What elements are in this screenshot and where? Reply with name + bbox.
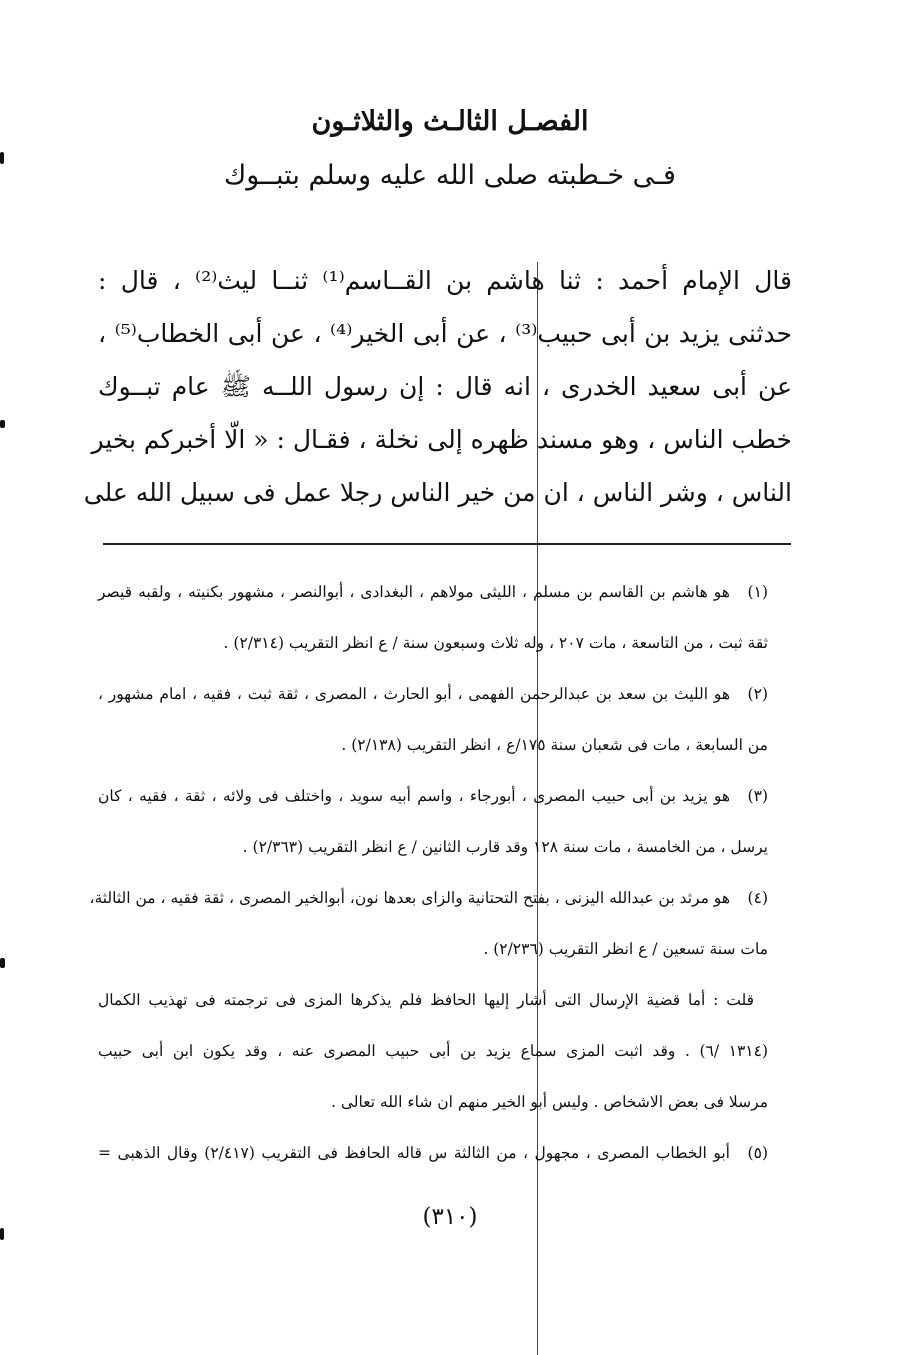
footnote-text: هو هاشم بن القاسم بن مسلم ، الليثى مولاهم ، البغدادى ، أبوالنصر ، مشهور بكنيته ، ولقبه قيصر [98, 583, 730, 601]
scan-edge-mark [0, 958, 5, 968]
main-text-line: الناس ، وشر الناس ، ان من خير الناس رجلا عمل فى سبيل الله على [83, 478, 792, 507]
chapter-subtitle: فـى خـطبته صلى الله عليه وسلم بتبــوك [224, 160, 676, 191]
footnote-4 [89, 878, 768, 929]
editor-note [98, 980, 768, 1031]
footnote-text: من السابعة ، مات فى شعبان سنة ١٧٥/ع ، انظر التقريب (٢/١٣٨) . [341, 736, 768, 754]
footnote-number: (٤) [747, 889, 768, 907]
footnote-3 [98, 776, 768, 827]
page-number: (٣١٠) [422, 1204, 478, 1230]
footnotes [89, 572, 768, 1184]
footnote-4-cont [98, 929, 768, 980]
chapter-title: الفصـل الثالـث والثلاثـون [311, 106, 589, 137]
footnote-text: ثقة ثبت ، من التاسعة ، مات ٢٠٧ ، وله ثلاث وسبعون سنة / ع انظر التقريب (٢/٣١٤) . [223, 634, 768, 652]
scan-edge-mark [0, 152, 4, 164]
footnote-number: (٥) [747, 1144, 768, 1162]
editor-note-text: قلت : أما قضية الإرسال التى أشار إليها الحافظ فلم يذكرها المزى فى ترجمته فى تهذيب الكمال [98, 991, 754, 1009]
footnote-text: هو مرثد بن عبدالله اليزنى ، بفتح التحتانية والزاى بعدها نون، أبوالخير المصرى ، ثقة فقيه ، من الثالثة، [89, 889, 730, 907]
editor-note-cont [98, 1082, 768, 1133]
footnote-1-cont [98, 623, 768, 674]
footnote-number: (٣) [747, 787, 768, 805]
footnote-text: هو الليث بن سعد بن عبدالرحمن الفهمى ، أبو الحارث ، المصرى ، ثقة ثبت ، فقيه ، امام مشهور ، [98, 685, 730, 703]
footnote-3-cont [98, 827, 768, 878]
main-text-line: حدثنى يزيد بن أبى حبيب⁽³⁾ ، عن أبى الخير⁽⁴⁾ ، عن أبى الخطاب⁽⁵⁾ ، [98, 319, 793, 348]
footnote-1 [98, 572, 768, 623]
footnote-text: مات سنة تسعين / ع انظر التقريب (٢/٢٣٦) . [483, 940, 768, 958]
footnote-text: هو يزيد بن أبى حبيب المصرى ، أبورجاء ، واسم أبيه سويد ، واختلف فى ولائه ، ثقة ، فقيه ، كان [98, 787, 730, 805]
editor-note-cont [98, 1031, 768, 1082]
scan-edge-mark [0, 1228, 4, 1240]
footnote-5 [98, 1133, 768, 1184]
footnote-text: أبو الخطاب المصرى ، مجهول ، من الثالثة س قاله الحافظ فى التقريب (٢/٤١٧) وقال الذهبى = [98, 1144, 730, 1162]
footnote-separator [103, 543, 791, 545]
footnote-number: (١) [747, 583, 768, 601]
footnote-number: (٢) [747, 685, 768, 703]
scan-edge-mark [0, 420, 5, 428]
editor-note-text: مرسلا فى بعض الاشخاص . وليس أبو الخير منهم ان شاء الله تعالى . [331, 1093, 768, 1111]
main-text-line: خطب الناس ، وهو مسند ظهره إلى نخلة ، فقـال : « الّا أخبركم بخير [91, 425, 792, 454]
main-text-line: قال الإمام أحمد : ثنا هاشم بن القــاسم⁽¹⁾ ثنــا ليث⁽²⁾ ، قال : [98, 266, 792, 295]
footnote-text: يرسل ، من الخامسة ، مات سنة ١٢٨ وقد قارب الثانين / ع انظر التقريب (٢/٣٦٣) . [242, 838, 768, 856]
main-text-line: عن أبى سعيد الخدرى ، انه قال : إن رسول اللــه ﷺ عام تبــوك [98, 372, 792, 401]
main-text [83, 254, 793, 519]
editor-note-text: (١٣١٤ /٦) . وقد اثبت المزى سماع يزيد بن أبى حبيب المصرى عنه ، وقد يكون ابن أبى حبيب [98, 1042, 768, 1060]
footnote-2-cont [98, 725, 768, 776]
footnote-2 [98, 674, 768, 725]
